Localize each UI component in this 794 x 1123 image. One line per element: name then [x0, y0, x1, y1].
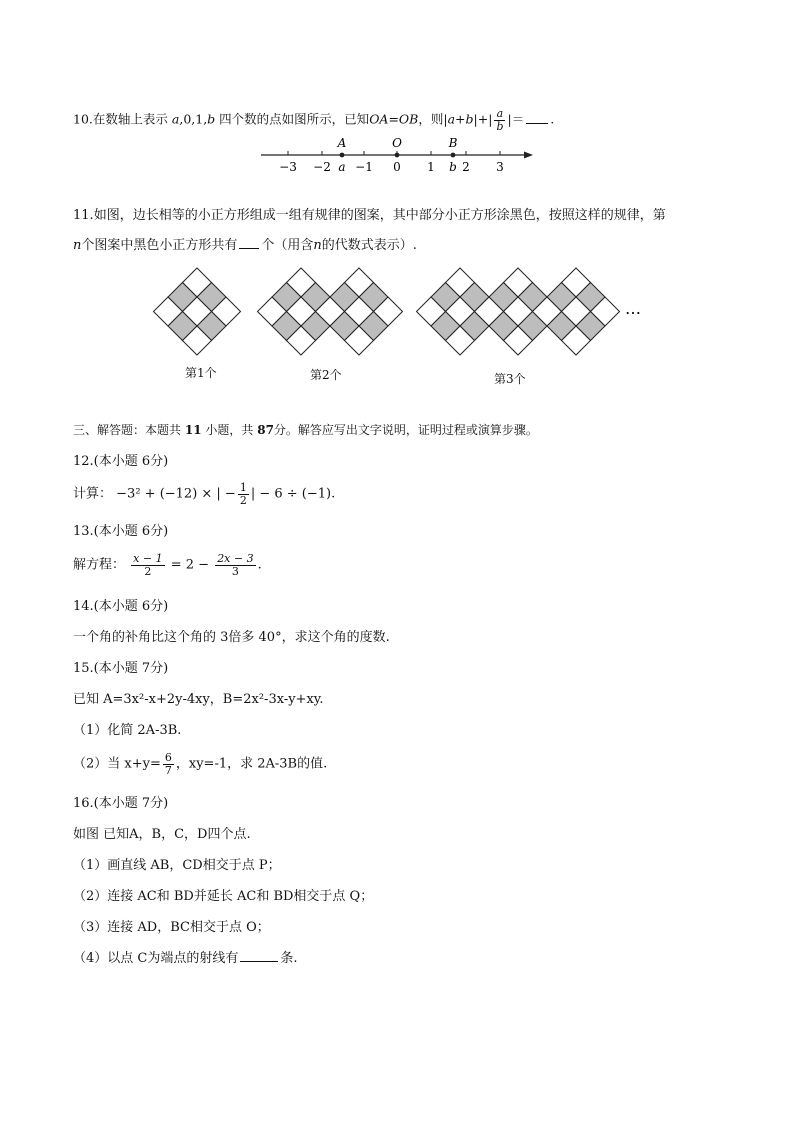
axis-tick-label: 0 — [393, 160, 401, 174]
q11-number: 11. — [73, 208, 94, 223]
q15-part2 — [73, 752, 327, 776]
q16-text: （4）以点 C为端点的射线有 — [73, 951, 239, 966]
q12-label: 计算： — [73, 486, 113, 502]
q10-text: 四个数的点如图所示，已知 — [219, 111, 370, 127]
heading-count: 11 — [184, 423, 202, 437]
label-O: O — [392, 136, 402, 150]
q11-text: 个（用含 — [261, 238, 314, 253]
q12-expression: | − 6 ÷ (−1). — [250, 486, 336, 502]
q10-var-a: a — [171, 111, 180, 127]
q10-var-b: b — [207, 111, 216, 127]
q16-text: 条. — [280, 951, 298, 966]
q10-expression: a+b — [447, 111, 474, 127]
q14-text: 一个角的补角比这个角的 3倍多 40°，求这个角的度数. — [73, 630, 390, 645]
q11-text: 个图案中黑色小正方形共有 — [81, 238, 238, 253]
q10-equation: OA=OB — [369, 111, 419, 127]
q15-given: 已知 A=3x²-x+2y-4xy，B=2x²-3x-y+xy. — [73, 692, 324, 707]
q15-text: ，xy=-1，求 2A-3B的值. — [175, 756, 328, 772]
heading-text: 小题，共 — [205, 423, 254, 437]
axis-tick-label: −3 — [279, 160, 297, 174]
caption-2: 第2个 — [310, 368, 342, 382]
q10-text: 在数轴上表示 — [92, 111, 168, 127]
q16-part2: （2）连接 AC和 BD并延长 AC和 BD相交于点 Q； — [73, 889, 374, 904]
point-a — [340, 153, 345, 158]
fraction-denominator: 2 — [144, 564, 152, 578]
fraction-denominator: b — [496, 119, 504, 133]
q11-text: 的代数式表示）. — [321, 238, 417, 253]
q14-header: 14.(本小题 6分) — [73, 599, 169, 614]
answer-blank — [526, 122, 548, 124]
section-heading — [73, 423, 538, 439]
q11-var-n: n — [73, 238, 82, 253]
q10-text: ，则| — [418, 111, 448, 127]
q13-body — [73, 553, 262, 577]
q16-header: 16.(本小题 7分) — [73, 796, 169, 811]
fraction-denominator: 7 — [164, 763, 172, 777]
axis-tick-label: 2 — [462, 160, 470, 174]
q16-part4 — [73, 951, 298, 968]
q10-number: 10. — [73, 111, 93, 127]
caption-1: 第1个 — [185, 366, 217, 380]
q10-fraction — [494, 108, 505, 132]
q16-intro: 如图 已知A，B，C，D四个点. — [73, 827, 251, 842]
answer-blank — [239, 247, 259, 249]
q13-label: 解方程： — [73, 557, 126, 573]
q11-line1 — [73, 208, 666, 225]
fraction-numerator: x − 1 — [133, 552, 163, 565]
axis-tick-label: 3 — [496, 160, 504, 174]
q12-header: 12.(本小题 6分) — [73, 454, 169, 469]
q12-fraction — [238, 482, 249, 506]
q13-header: 13.(本小题 6分) — [73, 524, 169, 539]
ellipsis: … — [625, 299, 641, 318]
q13-rhs-fraction — [215, 553, 255, 577]
q13-lhs-fraction — [131, 553, 164, 577]
heading-text: 三、解答题：本题共 — [73, 423, 182, 437]
label-B: B — [448, 136, 458, 150]
heading-text: 分。解答应写出文字说明，证明过程或演算步骤。 — [273, 423, 538, 437]
pattern-figures — [150, 262, 650, 362]
q11-var-n: n — [313, 238, 322, 253]
fraction-numerator: 6 — [164, 751, 172, 764]
point-b — [451, 153, 456, 158]
q10-stem — [73, 108, 554, 132]
q11-text: 如图，边长相等的小正方形组成一组有规律的图案，其中部分小正方形涂黑色，按照这样的规律，第 — [93, 208, 666, 223]
fraction-denominator: 3 — [231, 564, 239, 578]
q16-part3: （3）连接 AD，BC相交于点 O； — [73, 920, 270, 935]
fraction-denominator: 2 — [239, 493, 247, 507]
label-A: A — [337, 136, 347, 150]
axis-tick-label: −1 — [355, 160, 373, 174]
axis-tick-label: 1 — [427, 160, 435, 174]
q13-expression: . — [257, 557, 262, 573]
caption-3: 第3个 — [494, 372, 526, 386]
q16-part1: （1）画直线 AB，CD相交于点 P； — [73, 858, 281, 873]
q15-fraction — [163, 752, 174, 776]
label-b: b — [449, 160, 457, 174]
answer-blank — [240, 960, 278, 962]
fraction-numerator: 2x − 3 — [217, 552, 254, 565]
q10-text: |＝ — [507, 111, 525, 127]
fraction-numerator: 1 — [239, 481, 247, 494]
q12-body — [73, 482, 335, 506]
q10-text: ,0,1, — [179, 111, 208, 127]
q11-line2 — [73, 238, 417, 255]
q13-expression: = 2 − — [170, 557, 210, 573]
heading-score: 87 — [257, 423, 274, 437]
q15-part1: （1）化简 2A-3B. — [73, 723, 182, 738]
point-o — [395, 153, 400, 158]
q10-text: . — [550, 111, 555, 127]
q12-expression: −3² + (−12) × | − — [116, 486, 236, 502]
fraction-numerator: a — [494, 108, 505, 121]
number-line — [255, 134, 540, 180]
q10-text: |+| — [473, 111, 493, 127]
arrow-icon — [524, 152, 533, 159]
label-a: a — [338, 160, 346, 174]
axis-tick-label: −2 — [313, 160, 331, 174]
q15-text: （2）当 x+y= — [73, 756, 161, 772]
q15-header: 15.(本小题 7分) — [73, 661, 169, 676]
